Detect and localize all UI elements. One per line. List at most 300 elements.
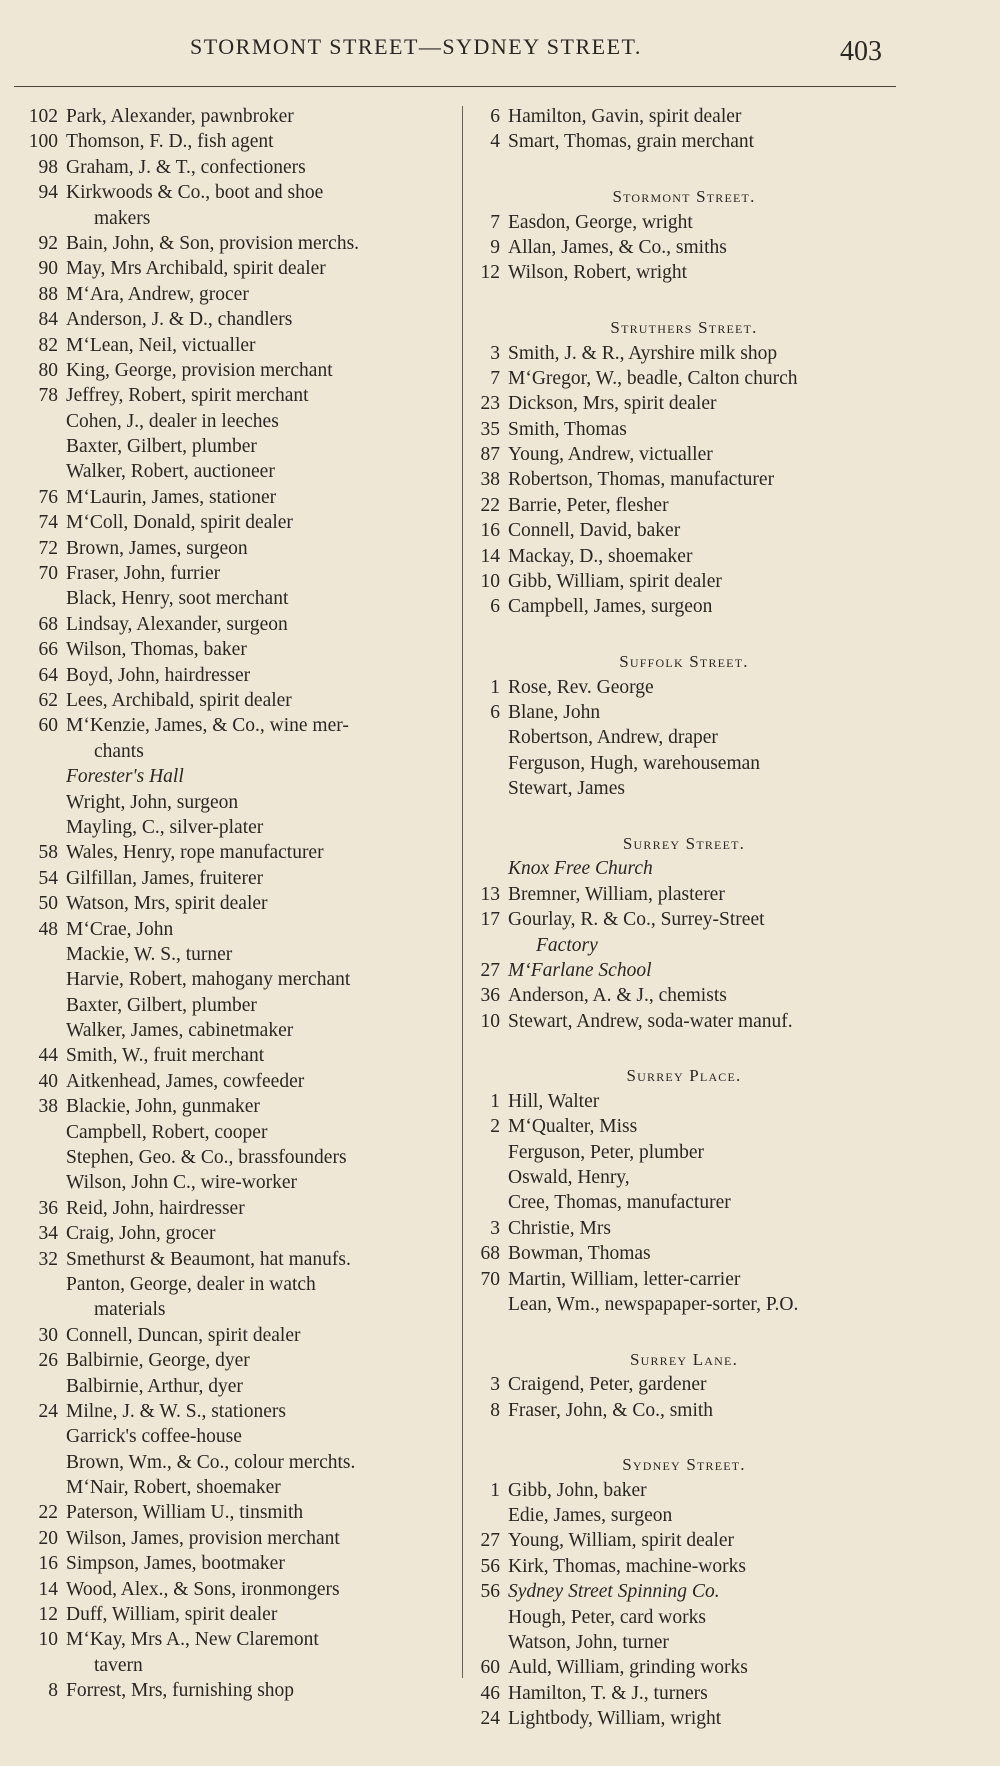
entry-text: Connell, Duncan, spirit dealer [66,1324,301,1346]
entry-text: M‘Farlane School [508,959,652,981]
directory-entry [18,815,458,840]
entry-text: Wilson, John C., wire-worker [66,1172,298,1194]
directory-entry [18,1500,458,1525]
house-number: 68 [38,613,58,635]
entry-text: Cree, Thomas, manufacturer [508,1192,731,1214]
house-number: 20 [38,1527,58,1549]
directory-entry [18,307,458,332]
street-heading: Sydney Street. [622,1455,746,1475]
directory-entry [474,1398,894,1423]
house-number: 14 [480,545,500,567]
entry-text: materials [94,1299,166,1321]
directory-entry [474,1528,894,1553]
street-heading: Surrey Street. [622,833,746,853]
directory-entry [18,459,458,484]
directory-entry [474,1605,894,1630]
entry-text: Brown, Wm., & Co., colour merchts. [66,1451,356,1473]
house-number: 46 [480,1682,500,1704]
directory-entry [18,485,458,510]
directory-entry [474,1706,894,1731]
house-number: 27 [480,959,500,981]
directory-entry [18,993,458,1018]
street-heading: Suffolk Street. [619,652,749,672]
house-number: 8 [490,1399,500,1421]
directory-entry [18,891,458,916]
entry-text: Thomson, F. D., fish agent [66,131,274,153]
directory-entry [18,1602,458,1627]
house-number: 22 [480,494,500,516]
directory-entry [474,882,894,907]
entry-text: Martin, William, letter-carrier [508,1268,741,1290]
entry-text: Christie, Mrs [508,1217,611,1239]
directory-entry [474,856,894,881]
entry-text: Robertson, Andrew, draper [508,727,718,749]
entry-text: Gibb, William, spirit dealer [508,571,722,593]
house-number: 66 [38,639,58,661]
header-rule [14,86,896,87]
directory-entry [18,434,458,459]
entry-text: Wilson, James, provision merchant [66,1527,340,1549]
directory-entry [18,1526,458,1551]
entry-text: Robertson, Thomas, manufacturer [508,469,775,491]
section-gap [474,286,894,311]
directory-entry [18,688,458,713]
directory-entry [18,1450,458,1475]
directory-entry [18,866,458,891]
entry-text: Smith, Thomas [508,418,627,440]
entry-text: Cohen, J., dealer in leeches [66,410,279,432]
directory-entry [474,983,894,1008]
directory-entry [474,210,894,235]
entry-text: Stewart, Andrew, soda-water manuf. [508,1010,793,1032]
page-header [0,30,1000,70]
entry-text: Hamilton, T. & J., turners [508,1682,708,1704]
directory-entry [18,1678,458,1703]
directory-entry [18,1221,458,1246]
entry-text: Bowman, Thomas [508,1243,651,1265]
entry-text: Watson, Mrs, spirit dealer [66,893,268,915]
house-number: 72 [38,537,58,559]
directory-entry [474,518,894,543]
house-number: 58 [38,842,58,864]
house-number: 3 [490,1374,500,1396]
entry-text: Smethurst & Beaumont, hat manufs. [66,1248,351,1270]
directory-entry [18,1475,458,1500]
house-number: 12 [480,262,500,284]
left-column [18,104,458,1704]
directory-entry [18,358,458,383]
house-number: 90 [38,258,58,280]
entry-text: Anderson, J. & D., chandlers [66,309,293,331]
house-number: 94 [38,182,58,204]
directory-entry [18,917,458,942]
directory-entry [474,544,894,569]
house-number: 88 [38,283,58,305]
directory-entry [18,256,458,281]
directory-entry [474,391,894,416]
directory-entry [474,260,894,285]
directory-entry [18,1196,458,1221]
directory-entry [474,1140,894,1165]
directory-entry [18,1653,458,1678]
entry-text: M‘Crae, John [66,918,174,940]
entry-text: Sydney Street Spinning Co. [508,1581,720,1603]
entry-text: Knox Free Church [508,858,653,880]
house-number: 3 [490,342,500,364]
entry-text: Craig, John, grocer [66,1223,216,1245]
directory-entry [474,1089,894,1114]
directory-entry [474,467,894,492]
house-number: 38 [480,469,500,491]
directory-entry [474,933,894,958]
entry-text: Wales, Henry, rope manufacturer [66,842,324,864]
house-number: 13 [480,883,500,905]
entry-text: Campbell, James, surgeon [508,596,713,618]
entry-text: Connell, David, baker [508,520,681,542]
directory-entry [18,1399,458,1424]
entry-text: Blackie, John, gunmaker [66,1096,260,1118]
directory-entry [18,586,458,611]
directory-entry [474,594,894,619]
entry-text: M‘Nair, Robert, shoemaker [66,1477,281,1499]
directory-entry [18,739,458,764]
directory-entry [474,1579,894,1604]
house-number: 80 [38,359,58,381]
house-number: 92 [38,232,58,254]
house-number: 48 [38,918,58,940]
entry-text: Ferguson, Peter, plumber [508,1141,704,1163]
directory-entry [18,1577,458,1602]
page-number: 403 [840,36,882,67]
directory-entry [474,958,894,983]
directory-entry [18,1018,458,1043]
house-number: 62 [38,689,58,711]
entry-text: Blane, John [508,701,601,723]
directory-entry [18,1094,458,1119]
directory-entry [18,1348,458,1373]
entry-text: M‘Kenzie, James, & Co., wine mer- [66,715,349,737]
house-number: 60 [38,715,58,737]
directory-entry [18,282,458,307]
entry-text: Factory [536,934,598,956]
entry-text: Bremner, William, plasterer [508,883,725,905]
entry-text: M‘Qualter, Miss [508,1116,638,1138]
right-column [474,104,894,1732]
entry-text: Edie, James, surgeon [508,1505,673,1527]
entry-text: Boyd, John, hairdresser [66,664,251,686]
section-gap [474,1317,894,1342]
entry-text: Easdon, George, wright [508,211,693,233]
entry-text: Bain, John, & Son, provision merchs. [66,232,360,254]
entry-text: Hough, Peter, card works [508,1606,706,1628]
entry-text: Smith, J. & R., Ayrshire milk shop [508,342,778,364]
directory-entry [474,1165,894,1190]
house-number: 44 [38,1045,58,1067]
directory-entry [474,417,894,442]
entry-text: Jeffrey, Robert, spirit merchant [66,385,309,407]
entry-text: Barrie, Peter, flesher [508,494,669,516]
house-number: 35 [480,418,500,440]
entry-text: Hill, Walter [508,1090,600,1112]
entry-text: Mackay, D., shoemaker [508,545,693,567]
entry-text: Young, Andrew, victualler [508,444,713,466]
entry-text: Oswald, Henry, [508,1167,630,1189]
house-number: 102 [28,106,58,127]
house-number: 6 [490,596,500,618]
directory-entry [474,1114,894,1139]
entry-text: Campbell, Robert, cooper [66,1121,268,1143]
entry-text: Park, Alexander, pawnbroker [66,106,294,127]
house-number: 10 [480,1010,500,1032]
entry-text: Wood, Alex., & Sons, ironmongers [66,1578,340,1600]
directory-entry [18,790,458,815]
directory-entry [18,612,458,637]
directory-entry [474,700,894,725]
house-number: 16 [480,520,500,542]
entry-text: M‘Laurin, James, stationer [66,486,277,508]
directory-entry [18,1627,458,1652]
house-number: 32 [38,1248,58,1270]
entry-text: Allan, James, & Co., smiths [508,236,727,258]
directory-entry [474,1630,894,1655]
directory-entry [474,1241,894,1266]
directory-entry [18,1247,458,1272]
directory-entry [474,1681,894,1706]
directory-entry [474,442,894,467]
house-number: 24 [480,1708,500,1730]
directory-entry [474,1503,894,1528]
entry-text: Panton, George, dealer in watch [66,1273,316,1295]
house-number: 40 [38,1070,58,1092]
section-gap [474,1423,894,1448]
entry-text: Stewart, James [508,778,625,800]
section-gap [474,620,894,645]
entry-text: Baxter, Gilbert, plumber [66,994,257,1016]
house-number: 12 [38,1604,58,1626]
directory-entry [18,333,458,358]
column-divider [462,106,463,1678]
house-number: 2 [490,1116,500,1138]
entry-text: King, George, provision merchant [66,359,333,381]
directory-entry [18,1272,458,1297]
house-number: 26 [38,1350,58,1372]
entry-text: Brown, James, surgeon [66,537,248,559]
entry-text: M‘Coll, Donald, spirit dealer [66,512,293,534]
directory-entry [474,341,894,366]
directory-entry [18,1297,458,1322]
directory-entry [18,561,458,586]
entry-text: Lees, Archibald, spirit dealer [66,689,292,711]
house-number: 8 [48,1680,58,1702]
street-heading: Stormont Street. [612,187,756,207]
directory-entry [474,751,894,776]
directory-entry [18,510,458,535]
house-number: 24 [38,1400,58,1422]
directory-entry [474,1216,894,1241]
entry-text: Garrick's coffee-house [66,1426,242,1448]
entry-text: Forester's Hall [66,766,184,788]
directory-entry [18,206,458,231]
directory-entry [18,1069,458,1094]
entry-text: Mayling, C., silver-plater [66,816,264,838]
directory-entry [18,409,458,434]
section-gap [474,155,894,180]
entry-text: M‘Ara, Andrew, grocer [66,283,249,305]
directory-entry [18,1374,458,1399]
entry-text: Lightbody, William, wright [508,1708,722,1730]
directory-entry [474,1267,894,1292]
house-number: 82 [38,334,58,356]
entry-text: Hamilton, Gavin, spirit dealer [508,106,742,127]
entry-text: Wilson, Thomas, baker [66,639,247,661]
entry-text: Gibb, John, baker [508,1479,647,1501]
entry-text: Baxter, Gilbert, plumber [66,436,257,458]
entry-text: Rose, Rev. George [508,676,654,698]
directory-entry [474,1292,894,1317]
entry-text: Young, William, spirit dealer [508,1530,734,1552]
directory-entry [474,104,894,129]
directory-entry [18,1043,458,1068]
house-number: 50 [38,893,58,915]
entry-text: Kirk, Thomas, machine-works [508,1555,746,1577]
directory-entry [474,1190,894,1215]
entry-text: Balbirnie, George, dyer [66,1350,250,1372]
entry-text: tavern [94,1654,143,1676]
directory-entry [18,1170,458,1195]
house-number: 10 [38,1629,58,1651]
house-number: 100 [28,131,58,153]
house-number: 56 [480,1581,500,1603]
entry-text: Anderson, A. & J., chemists [508,985,727,1007]
running-title: STORMONT STREET—SYDNEY STREET. [190,34,642,59]
entry-text: Stephen, Geo. & Co., brassfounders [66,1147,347,1169]
entry-text: Watson, John, turner [508,1632,669,1654]
directory-entry [474,129,894,154]
house-number: 23 [480,393,500,415]
house-number: 87 [480,444,500,466]
entry-text: Wright, John, surgeon [66,791,239,813]
section-gap [474,1034,894,1059]
house-number: 78 [38,385,58,407]
house-number: 56 [480,1555,500,1577]
house-number: 54 [38,867,58,889]
entry-text: Milne, J. & W. S., stationers [66,1400,286,1422]
directory-entry [474,675,894,700]
directory-entry [18,663,458,688]
entry-text: Auld, William, grinding works [508,1657,748,1679]
house-number: 30 [38,1324,58,1346]
entry-text: Duff, William, spirit dealer [66,1604,278,1626]
entry-text: Black, Henry, soot merchant [66,588,289,610]
house-number: 60 [480,1657,500,1679]
entry-text: Fraser, John, & Co., smith [508,1399,714,1421]
entry-text: Gilfillan, James, fruiterer [66,867,264,889]
entry-text: Kirkwoods & Co., boot and shoe [66,182,324,204]
house-number: 7 [490,211,500,233]
entry-text: Ferguson, Hugh, warehouseman [508,752,761,774]
entry-text: Walker, James, cabinetmaker [66,1020,294,1042]
directory-entry [18,713,458,738]
directory-entry [18,383,458,408]
entry-text: Craigend, Peter, gardener [508,1374,707,1396]
entry-text: Smart, Thomas, grain merchant [508,131,755,153]
house-number: 27 [480,1530,500,1552]
directory-entry [18,155,458,180]
directory-entry [474,1554,894,1579]
house-number: 22 [38,1502,58,1524]
house-number: 7 [490,367,500,389]
directory-entry [18,104,458,129]
house-number: 68 [480,1243,500,1265]
entry-text: Fraser, John, furrier [66,563,221,585]
entry-text: Wilson, Robert, wright [508,262,688,284]
entry-text: Simpson, James, bootmaker [66,1553,285,1575]
directory-entry [474,235,894,260]
directory-entry [18,840,458,865]
directory-entry [18,536,458,561]
directory-entry [18,129,458,154]
house-number: 1 [490,1479,500,1501]
house-number: 14 [38,1578,58,1600]
house-number: 1 [490,1090,500,1112]
street-heading: Struthers Street. [610,318,758,338]
house-number: 64 [38,664,58,686]
directory-entry [18,1120,458,1145]
house-number: 36 [480,985,500,1007]
directory-entry [18,1424,458,1449]
house-number: 10 [480,571,500,593]
street-heading: Surrey Lane. [629,1349,739,1369]
entry-text: Walker, Robert, auctioneer [66,461,275,483]
entry-text: M‘Kay, Mrs A., New Claremont [66,1629,319,1651]
entry-text: Gourlay, R. & Co., Surrey-Street [508,909,765,931]
entry-text: chants [94,740,144,762]
street-heading: Surrey Place. [626,1066,742,1086]
directory-entry [474,493,894,518]
house-number: 16 [38,1553,58,1575]
entry-text: makers [94,207,151,229]
directory-entry [18,180,458,205]
house-number: 74 [38,512,58,534]
house-number: 1 [490,676,500,698]
entry-text: Graham, J. & T., confectioners [66,156,306,178]
entry-text: M‘Lean, Neil, victualler [66,334,256,356]
house-number: 76 [38,486,58,508]
house-number: 4 [490,131,500,153]
house-number: 17 [480,909,500,931]
entry-text: Aitkenhead, James, cowfeeder [66,1070,305,1092]
directory-entry [18,1551,458,1576]
directory-entry [474,1478,894,1503]
directory-entry [18,1323,458,1348]
entry-text: Paterson, William U., tinsmith [66,1502,304,1524]
directory-entry [18,764,458,789]
directory-entry [474,776,894,801]
entry-text: Balbirnie, Arthur, dyer [66,1375,243,1397]
entry-text: Mackie, W. S., turner [66,943,233,965]
directory-entry [474,1009,894,1034]
house-number: 34 [38,1223,58,1245]
house-number: 3 [490,1217,500,1239]
entry-text: Reid, John, hairdresser [66,1197,245,1219]
entry-text: May, Mrs Archibald, spirit dealer [66,258,326,280]
house-number: 98 [38,156,58,178]
directory-entry [474,1655,894,1680]
directory-entry [474,366,894,391]
house-number: 70 [38,563,58,585]
directory-entry [474,907,894,932]
directory-entry [474,1372,894,1397]
